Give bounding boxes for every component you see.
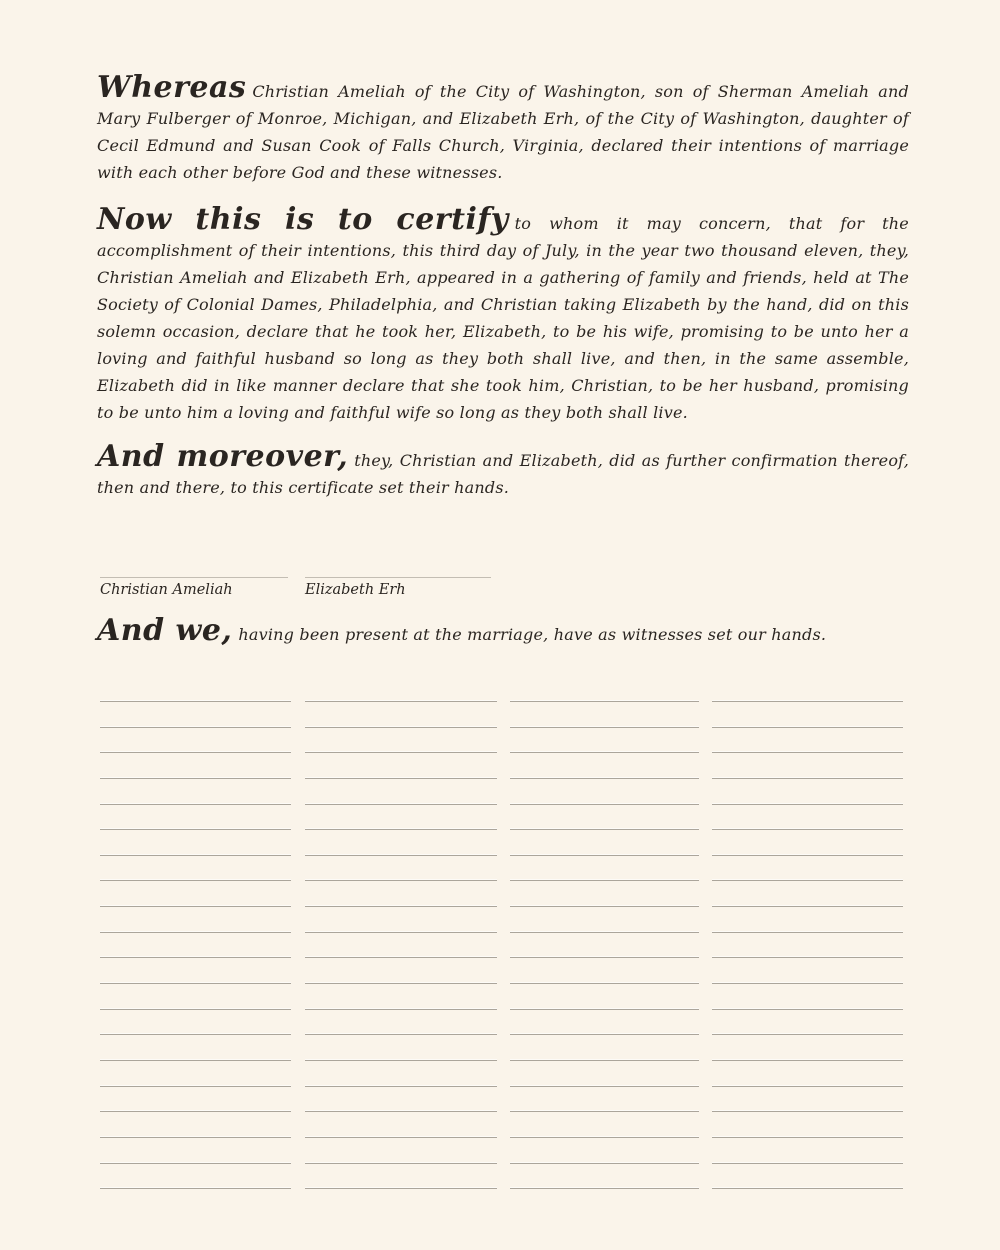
witness-signature-line	[712, 829, 903, 855]
paragraph-moreover	[97, 439, 909, 501]
witness-signature-line	[305, 778, 497, 804]
witness-signature-line	[305, 1034, 497, 1060]
witness-signature-line	[712, 1111, 903, 1137]
witness-signature-line	[100, 880, 291, 906]
witness-signature-line	[510, 829, 699, 855]
witness-signature-line	[510, 1086, 699, 1112]
witness-signature-line	[305, 1086, 497, 1112]
witness-signature-line	[305, 752, 497, 778]
paragraph-certify-body: to whom it may concern, that for the accomplishment of their intentions, this third day of July, in the year two thousand eleven, they, Christian Ameliah and Elizabeth Erh, appeared in a gathering of family and friends, held at The Society of Colonial Dames, Philadelphia, and Christian taking Elizabeth by the hand, did on this solemn occasion, declare that he took her, Elizabeth, to be his wife, promising to be unto her a loving and faithful husband so long as they both shall live, and then, in the same assemble, Elizabeth did in like manner declare that she took him, Christian, to be her husband, promising to be unto him a loving and faithful wife so long as they both shall live.	[97, 214, 909, 422]
witness-signature-line	[305, 804, 497, 830]
witness-signature-line	[712, 1163, 903, 1189]
witness-signature-line	[712, 752, 903, 778]
witness-signature-line	[510, 752, 699, 778]
witness-signature-line	[305, 983, 497, 1009]
witness-signature-line	[100, 932, 291, 958]
witness-signature-line	[100, 1009, 291, 1035]
witness-signature-line	[100, 778, 291, 804]
bride-signature-block	[305, 577, 491, 598]
witness-signature-line	[100, 1111, 291, 1137]
witness-signature-line	[712, 1188, 903, 1214]
witness-signature-line	[305, 1163, 497, 1189]
paragraph-certify	[97, 202, 909, 426]
witness-signature-line	[100, 701, 291, 727]
witness-signature-line	[305, 906, 497, 932]
witness-signature-line	[510, 701, 699, 727]
witness-signature-line	[510, 983, 699, 1009]
witness-intro	[97, 613, 909, 648]
witness-signature-line	[305, 701, 497, 727]
witness-signature-line	[100, 906, 291, 932]
witness-signature-line	[712, 1086, 903, 1112]
witness-signature-line	[510, 1060, 699, 1086]
witness-signature-line	[100, 1034, 291, 1060]
witness-column	[100, 701, 291, 1214]
witness-signature-line	[100, 752, 291, 778]
paragraph-whereas	[97, 70, 909, 186]
witness-signature-line	[712, 906, 903, 932]
groom-signature-name: Christian Ameliah	[100, 582, 233, 598]
witness-intro-body: having been present at the marriage, have as witnesses set our hands.	[238, 625, 827, 644]
witness-signature-line	[305, 829, 497, 855]
witness-signature-line	[305, 727, 497, 753]
witness-signature-line	[510, 1111, 699, 1137]
witness-signature-line	[510, 1163, 699, 1189]
witness-signature-line	[305, 1111, 497, 1137]
paragraph-whereas-lead: Whereas	[97, 70, 247, 105]
witness-signature-line	[510, 727, 699, 753]
paragraph-certify-lead: Now this is to certify	[97, 202, 509, 237]
witness-signature-line	[510, 1188, 699, 1214]
witness-signature-line	[305, 1060, 497, 1086]
witness-signature-line	[712, 983, 903, 1009]
witness-signature-line	[100, 957, 291, 983]
witness-signature-line	[100, 1188, 291, 1214]
witness-signature-line	[100, 727, 291, 753]
witness-signature-line	[100, 983, 291, 1009]
witness-signature-line	[305, 1188, 497, 1214]
witness-signature-line	[510, 1034, 699, 1060]
witness-signature-line	[305, 1009, 497, 1035]
witness-signature-line	[712, 804, 903, 830]
witness-signature-line	[712, 880, 903, 906]
witness-signature-line	[510, 804, 699, 830]
witness-signature-line	[100, 1086, 291, 1112]
witness-signature-line	[712, 727, 903, 753]
witness-signature-line	[305, 880, 497, 906]
witness-signature-line	[510, 1137, 699, 1163]
witness-signature-line	[100, 855, 291, 881]
bride-signature-name: Elizabeth Erh	[305, 582, 406, 598]
witness-signature-line	[712, 701, 903, 727]
witness-signature-line	[305, 957, 497, 983]
paragraph-moreover-body: they, Christian and Elizabeth, did as further confirmation thereof, then and there, to this certificate set their hands.	[97, 451, 909, 497]
paragraph-moreover-lead: And moreover,	[97, 439, 349, 474]
witness-intro-lead: And we,	[97, 613, 233, 648]
witness-signature-line	[712, 778, 903, 804]
witness-signature-line	[712, 1034, 903, 1060]
witness-signature-line	[100, 804, 291, 830]
witness-signature-line	[100, 1060, 291, 1086]
witness-signature-line	[712, 1009, 903, 1035]
witness-signature-line	[100, 1137, 291, 1163]
witness-signature-line	[712, 932, 903, 958]
witness-signature-line	[305, 1137, 497, 1163]
witness-column	[510, 701, 699, 1214]
witness-signature-line	[712, 855, 903, 881]
witness-signature-line	[712, 957, 903, 983]
witness-column	[305, 701, 497, 1214]
witness-signature-line	[100, 829, 291, 855]
paragraph-whereas-body: Christian Ameliah of the City of Washington, son of Sherman Ameliah and Mary Fulberger of Monroe, Michigan, and Elizabeth Erh, of the City of Washington, daughter of Cecil Edmund and Susan Cook of Falls Church, Virginia, declared their intentions of marriage with each other before God and these witnesses.	[97, 82, 909, 182]
witness-signature-line	[510, 906, 699, 932]
witness-signature-line	[510, 880, 699, 906]
witness-signature-line	[510, 957, 699, 983]
witness-signature-line	[510, 778, 699, 804]
witness-signature-line	[510, 855, 699, 881]
witness-signature-line	[305, 932, 497, 958]
witness-signature-line	[712, 1060, 903, 1086]
witness-signature-line	[305, 855, 497, 881]
witness-signature-line	[712, 1137, 903, 1163]
groom-signature-block	[100, 577, 288, 598]
witness-signature-line	[510, 932, 699, 958]
witness-signature-line	[510, 1009, 699, 1035]
witness-signature-line	[100, 1163, 291, 1189]
witness-column	[712, 701, 903, 1214]
